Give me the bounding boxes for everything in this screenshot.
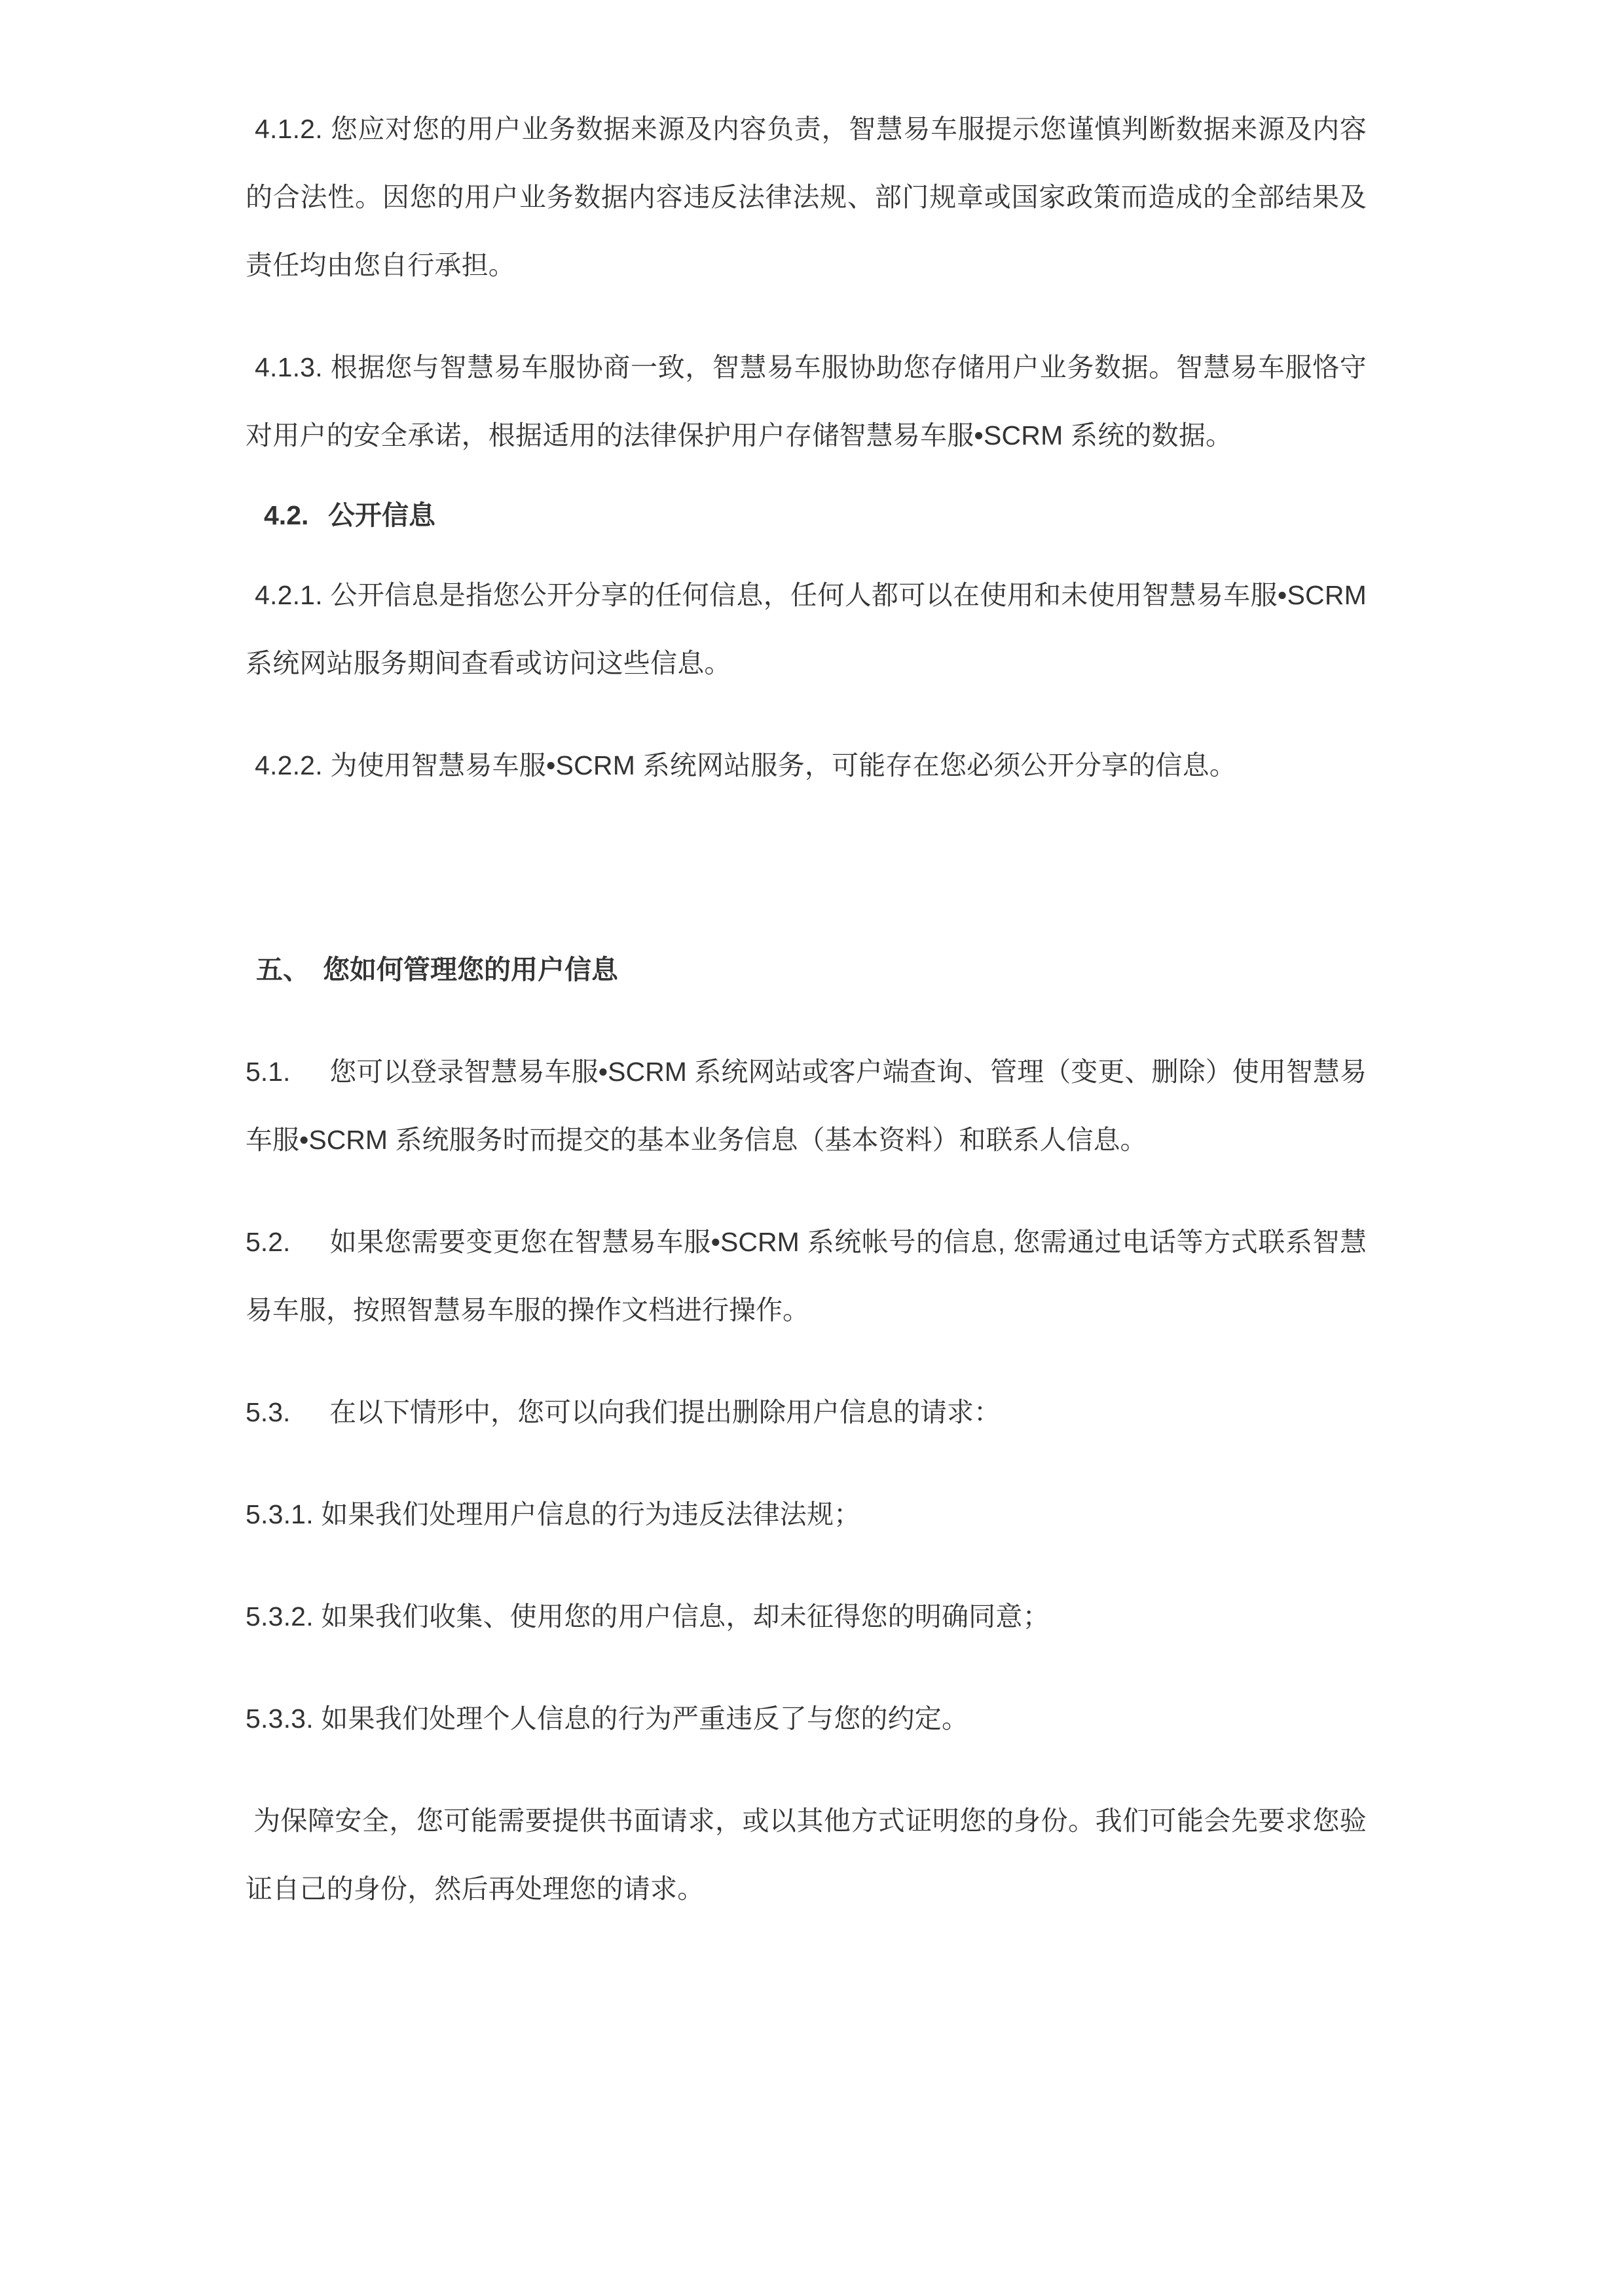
paragraph-5-1 — [246, 1038, 1367, 1174]
paragraph-5-2 — [246, 1208, 1367, 1344]
section-spacer — [246, 799, 1367, 936]
spacer — [246, 469, 1367, 481]
paragraph-5-3-number: 5.3. — [246, 1397, 291, 1427]
heading-4-2 — [246, 481, 1367, 549]
paragraph-5-1-text: 您可以登录智慧易车服•SCRM 系统网站或客户端查询、管理（变更、删除）使用智慧易车服•SCRM 系统服务时而提交的基本业务信息（基本资料）和联系人信息。 — [246, 1057, 1367, 1155]
spacer — [246, 549, 1367, 561]
paragraph-4-2-1: 4.2.1. 公开信息是指您公开分享的任何信息，任何人都可以在使用和未使用智慧易车服•SCRM 系统网站服务期间查看或访问这些信息。 — [246, 580, 1375, 678]
paragraph-4-1-2: 4.1.2. 您应对您的用户业务数据来源及内容负责，智慧易车服提示您谨慎判断数据来源及内容的合法性。因您的用户业务数据内容违反法律法规、部门规章或国家政策而造成的全部结果及责任均由您自行承担。 — [246, 114, 1367, 280]
spacer — [246, 697, 1367, 731]
paragraph-4-1-3: 4.1.3. 根据您与智慧易车服协商一致，智慧易车服协助您存储用户业务数据。智慧易车服恪守对用户的安全承诺，根据适用的法律保护用户存储智慧易车服•SCRM 系统的数据。 — [246, 352, 1367, 450]
spacer — [246, 1753, 1367, 1787]
paragraph-5-3-3: 5.3.3. 如果我们处理个人信息的行为严重违反了与您的约定。 — [246, 1704, 969, 1734]
spacer — [246, 1548, 1367, 1582]
spacer — [246, 1650, 1367, 1685]
spacer — [246, 1174, 1367, 1208]
paragraph-4-2-2: 4.2.2. 为使用智慧易车服•SCRM 系统网站服务，可能存在您必须公开分享的信息。 — [255, 750, 1237, 780]
paragraph-5-3 — [246, 1378, 1367, 1446]
spacer — [246, 1344, 1367, 1378]
document-body — [246, 95, 1375, 1923]
spacer — [246, 1004, 1367, 1038]
heading-4-2-title: 公开信息 — [328, 500, 435, 530]
paragraph-5-3-text: 在以下情形中，您可以向我们提出删除用户信息的请求： — [329, 1397, 1001, 1427]
spacer — [246, 299, 1367, 333]
paragraph-5-1-number: 5.1. — [246, 1057, 291, 1087]
paragraph-5-3-1: 5.3.1. 如果我们处理用户信息的行为违反法律法规； — [246, 1499, 861, 1529]
heading-section-five — [246, 936, 1367, 1004]
spacer — [246, 1446, 1367, 1480]
paragraph-5-2-number: 5.2. — [246, 1227, 291, 1257]
paragraph-5-2-text: 如果您需要变更您在智慧易车服•SCRM 系统帐号的信息, 您需通过电话等方式联系智慧易车服，按照智慧易车服的操作文档进行操作。 — [246, 1227, 1367, 1325]
paragraph-closing: 为保障安全，您可能需要提供书面请求，或以其他方式证明您的身份。我们可能会先要求您验证自己的身份，然后再处理您的请求。 — [246, 1806, 1367, 1904]
heading-4-2-number: 4.2. — [264, 500, 309, 530]
paragraph-5-3-2: 5.3.2. 如果我们收集、使用您的用户信息，却未征得您的明确同意； — [246, 1601, 1050, 1631]
heading-section-five-title: 您如何管理您的用户信息 — [323, 955, 618, 985]
heading-section-five-number: 五、 — [256, 955, 310, 985]
